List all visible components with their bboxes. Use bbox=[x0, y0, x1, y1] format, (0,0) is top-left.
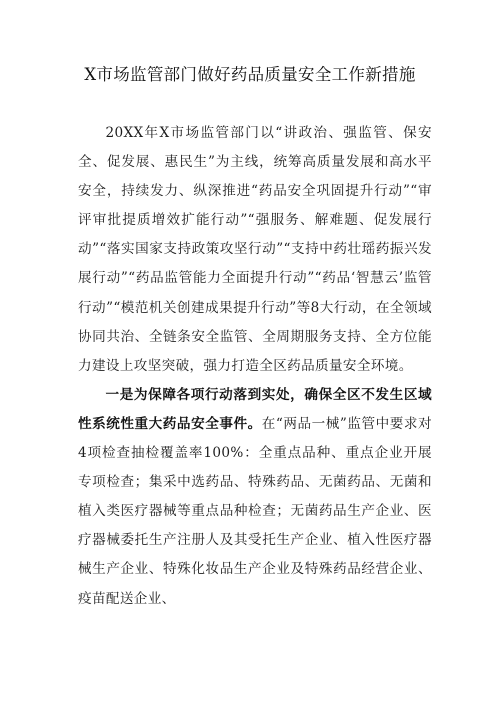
paragraph-measure-one-lead: 一是为保障各项行动落到实处，确保全区不发生区域性系统性重大药品安全事件。 bbox=[78, 386, 432, 432]
paragraph-measure-one-text: 在“两品一械”监管中要求对4项检查抽检覆盖率100%：全重点品种、重点企业开展专项检查；集采中选药品、特殊药品、无菌药品、无菌和植入类医疗器械等重点品种检查；无菌药品生产企业、医疗器械委托生产注册人及其受托生产企业、植入性医疗器械生产企业、特殊化妆品生产企业及特殊药品经营企业、疫苗配送企业、 bbox=[78, 415, 432, 607]
paragraph-measure-one bbox=[78, 381, 432, 614]
paragraph-intro bbox=[78, 119, 432, 381]
document-title: X市场监管部门做好药品质量安全工作新措施 bbox=[84, 65, 416, 84]
document-body bbox=[78, 119, 432, 614]
paragraph-intro-text: 20XX年X市场监管部门以“讲政治、强监管、保安全、促发展、惠民生”为主线，统筹高质量发展和高水平安全，持续发力、纵深推进“药品安全巩固提升行动”“审评审批提质增效扩能行动”“强服务、解难题、促发展行动”“落实国家支持政策攻坚行动”“支持中药壮瑶药振兴发展行动”“药品监管能力全面提升行动”“药品‘智慧云’监管行动”“模范机关创建成果提升行动”等8大行动，在全领域协同共治、全链条安全监管、全周期服务支持、全方位能力建设上攻坚突破，强力打造全区药品质量安全环境。 bbox=[78, 125, 432, 374]
